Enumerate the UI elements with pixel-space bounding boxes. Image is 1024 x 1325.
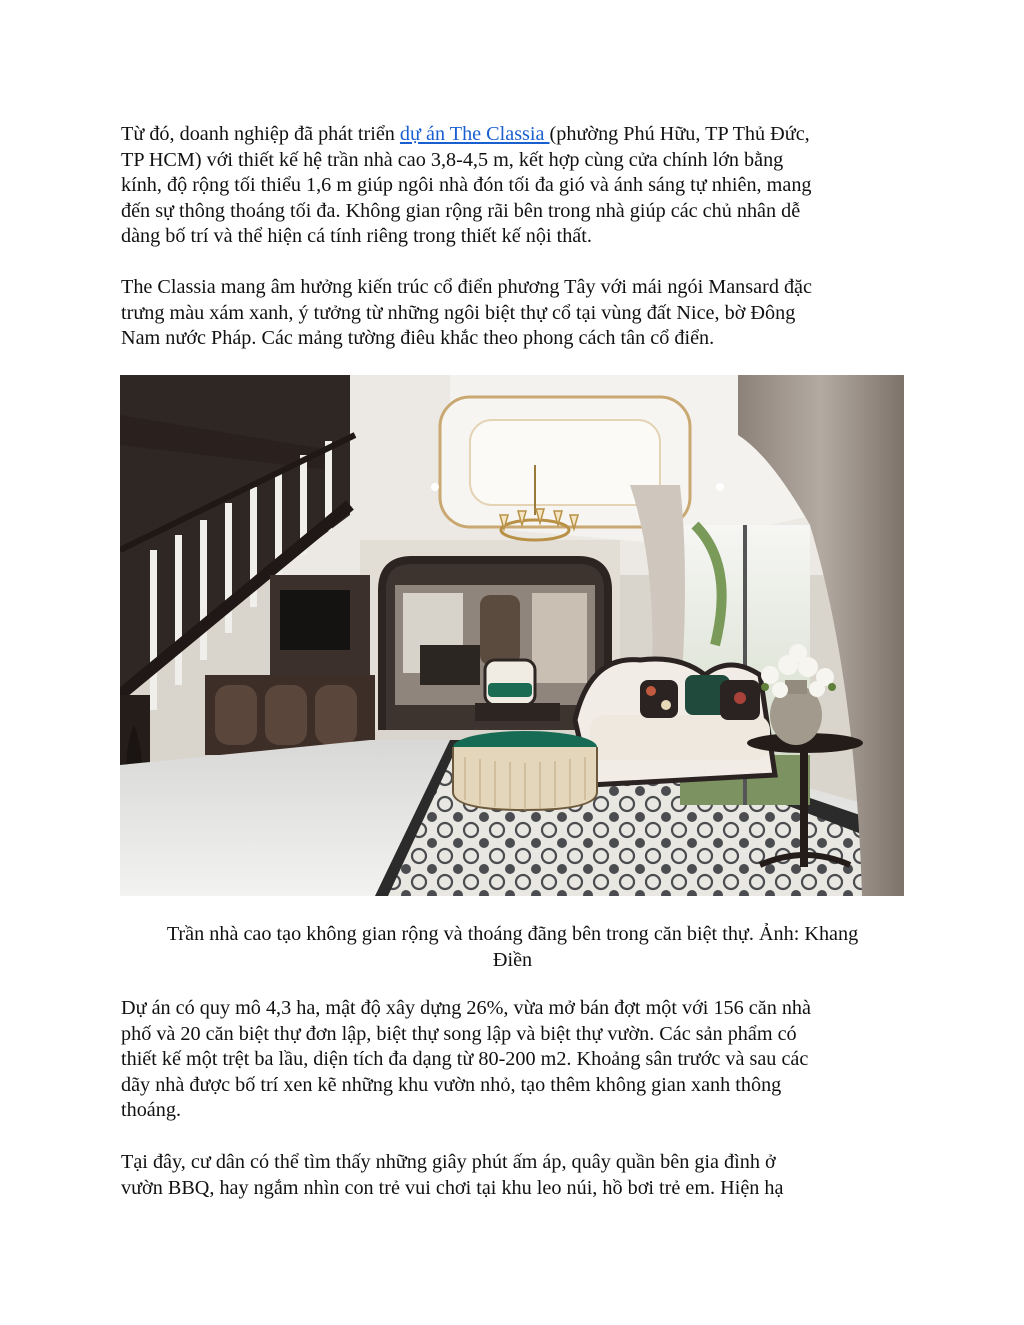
text-line <box>121 122 911 148</box>
paragraph-project-intro <box>121 122 911 250</box>
caption-line: Trần nhà cao tạo không gian rộng và thoáng đãng bên trong căn biệt thự. Ảnh: Khang <box>166 923 859 945</box>
text-line: Tại đây, cư dân có thể tìm thấy những giây phút ấm áp, quây quần bên gia đình ở <box>121 1151 776 1173</box>
text-line: thiết kế một trệt ba lầu, diện tích đa dạng từ 80-200 m2. Khoảng sân trước và sau các <box>121 1048 809 1071</box>
text-line: Nam nước Pháp. Các mảng tường điêu khắc theo phong cách tân cổ điển. <box>121 327 715 350</box>
text-line: The Classia mang âm hưởng kiến trúc cổ điển phương Tây với mái ngói Mansard đặc <box>121 276 812 298</box>
paragraph-architecture <box>121 275 911 352</box>
villa-interior-photo <box>120 375 904 896</box>
text-line: Dự án có quy mô 4,3 ha, mật độ xây dựng 26%, vừa mở bán đợt một với 156 căn nhà <box>121 997 811 1019</box>
living-room-illustration <box>120 375 904 896</box>
text-line: trưng màu xám xanh, ý tưởng từ những ngôi biệt thự cổ tại vùng đất Nice, bờ Đông <box>121 301 796 324</box>
paragraph-amenities <box>121 1150 911 1201</box>
text-line: dàng bố trí và thể hiện cá tính riêng trong thiết kế nội thất. <box>121 225 592 248</box>
text-line: thoáng. <box>121 1099 181 1122</box>
paragraph-project-scale <box>121 996 911 1124</box>
text-line: phố và 20 căn biệt thự đơn lập, biệt thự song lập và biệt thự vườn. Các sản phẩm có <box>121 1022 797 1045</box>
text-line: kính, độ rộng tối thiểu 1,6 m giúp ngôi nhà đón tối đa gió và ánh sáng tự nhiên, mang <box>121 174 812 197</box>
text-line: TP HCM) với thiết kế hệ trần nhà cao 3,8-4,5 m, kết hợp cùng cửa chính lớn bằng <box>121 148 784 171</box>
text-line: dãy nhà được bố trí xen kẽ những khu vườn nhỏ, tạo thêm không gian xanh thông <box>121 1073 782 1096</box>
text-segment: Từ đó, doanh nghiệp đã phát triển <box>121 123 400 145</box>
caption-line: Điền <box>492 948 533 971</box>
text-segment: (phường Phú Hữu, TP Thủ Đức, <box>549 123 810 145</box>
text-line: vườn BBQ, hay ngắm nhìn con trẻ vui chơi tại khu leo núi, hồ bơi trẻ em. Hiện hạ <box>121 1176 784 1199</box>
photo-caption <box>121 922 904 973</box>
the-classia-project-link[interactable]: dự án The Classia <box>399 123 550 145</box>
text-line: đến sự thông thoáng tối đa. Không gian rộng rãi bên trong nhà giúp các chủ nhân dễ <box>121 199 801 222</box>
